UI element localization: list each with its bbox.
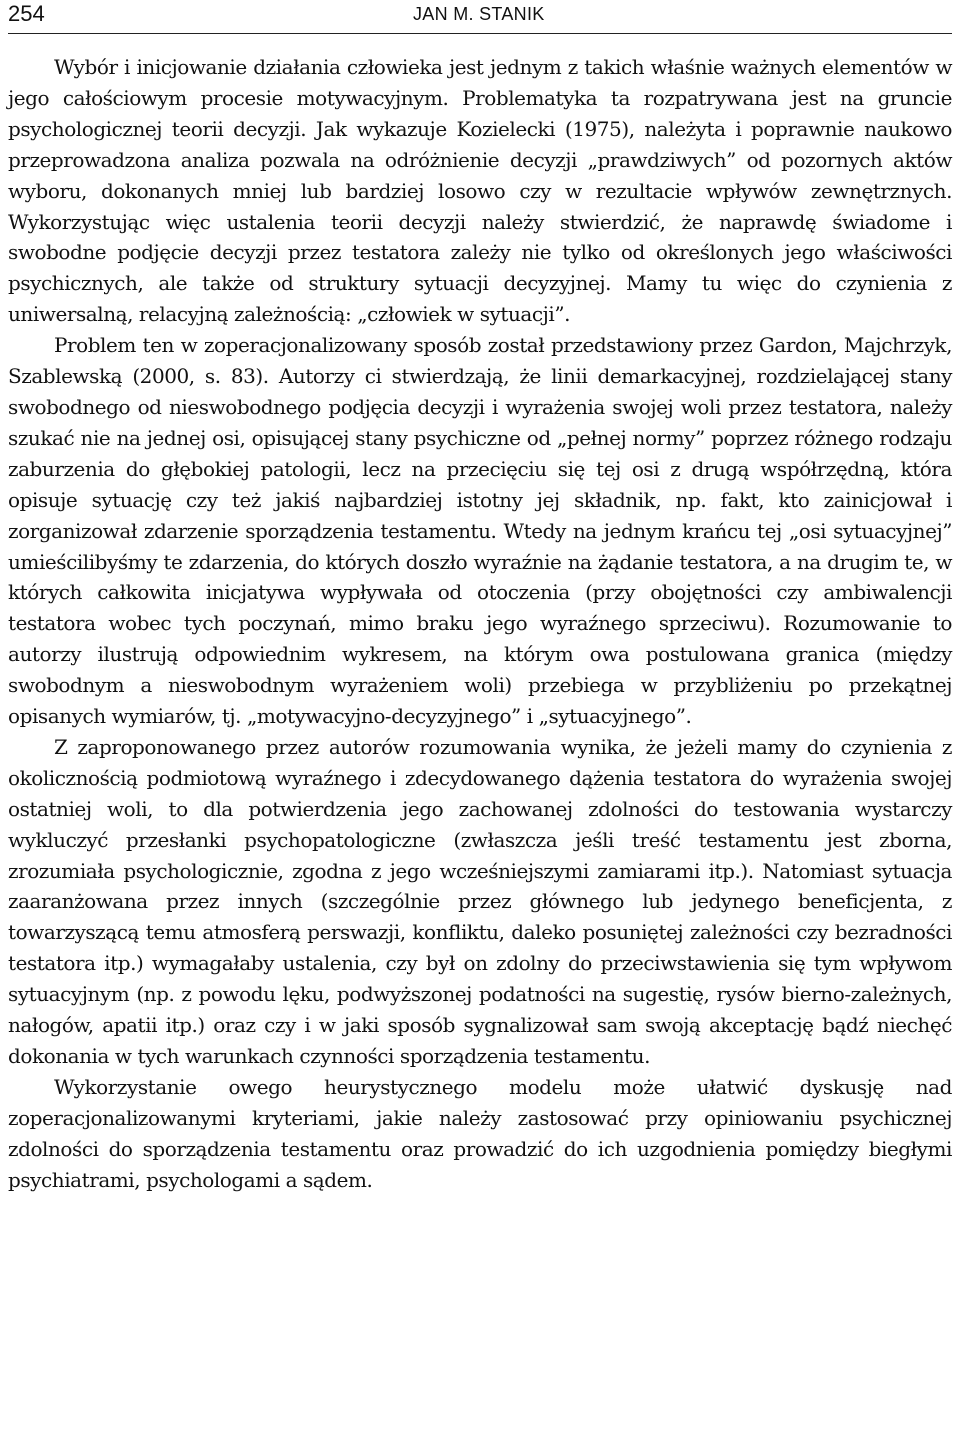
paragraph-decision-theory: Wybór i inicjowanie działania człowieka jest jednym z takich właśnie ważnych elementów w jego całościowym procesie motywacyjnym. Problematyka ta rozpatrywana jest na gruncie psychologicznej teorii decyzji. Jak wykazuje Kozielecki (1975), należyta i poprawnie naukowo przeprowadzona analiza pozwala na odróżnienie decyzji „prawdziwych” od pozornych aktów wyboru, dokonanych mniej lub bardziej losowo czy w rezultacie wpływów zewnętrznych. Wykorzystując więc ustalenia teorii decyzji należy stwierdzić, że naprawdę świadome i swobodne podjęcie decyzji przez testatora zależy nie tylko od określonych jego właściwości psychicznych, ale także od struktury sytuacji decyzyjnej. Mamy tu więc do czynienia z uniwersalną, relacyjną zależnością: „człowiek w sytuacji”.: [8, 55, 952, 327]
body-text: [8, 52, 952, 1196]
running-title: JAN M. STANIK: [413, 4, 545, 24]
running-head: [8, 0, 952, 34]
page-number: 254: [8, 1, 45, 26]
paragraph-demarcation-line: Problem ten w zoperacjonalizowany sposób został przedstawiony przez Gardon, Majchrzyk, Szablewską (2000, s. 83). Autorzy ci stwierdzają, że linii demarkacyjnej, rozdzielającej stany swobodnego od nieswobodnego podjęcia decyzji i wyrażenia swojej woli przez testatora, należy szukać nie na jednej osi, opisującej stany psychiczne od „pełnej normy” poprzez różnego rodzaju zaburzenia do głębokiej patologii, lecz na przecięciu się tej osi z drugą współrzędną, która opisuje sytuację czy też jakiś najbardziej istotny jej składnik, np. fakt, kto zainicjował i zorganizował zdarzenie sporządzenia testamentu. Wtedy na jednym krańcu tej „osi sytuacyjnej” umieścilibyśmy te zdarzenia, do których doszło wyraźnie na żądanie testatora, a na drugim te, w których całkowita inicjatywa wypływała od otoczenia (przy obojętności czy ambiwalencji testatora wobec tych poczynań, mimo braku jego wyraźnego sprzeciwu). Rozumowanie to autorzy ilustrują odpowiednim wykresem, na którym owa postulowana granica (między swobodnym a nieswobodnym wyrażeniem woli) przebiega w przybliżeniu po przekątnej opisanych wymiarów, tj. „motywacyjno-decyzyjnego” i „sytuacyjnego”.: [8, 333, 952, 729]
paragraph-authors-reasoning: Z zaproponowanego przez autorów rozumowania wynika, że jeżeli mamy do czynienia z okolicznością podmiotową wyraźnego i zdecydowanego dążenia testatora do wyrażenia swojej ostatniej woli, to dla potwierdzenia jego zachowanej zdolności do testowania wystarczy wykluczyć przesłanki psychopatologiczne (zwłaszcza jeśli treść testamentu jest zborna, zrozumiała psychologicznie, zgodna z jego wcześniejszymi zamiarami itp.). Natomiast sytuacja zaaranżowana przez innych (szczególnie przez głównego lub jedynego beneficjenta, z towarzyszącą temu atmosferą perswazji, konfliktu, daleko posuniętej zależności czy bezradności testatora itp.) wymagałaby ustalenia, czy był on zdolny do przeciwstawienia się tym wpływom sytuacyjnym (np. z powodu lęku, podwyższonej podatności na sugestię, rysów bierno-zależnych, nałogów, apatii itp.) oraz czy i w jaki sposób sygnalizował sam swoją akceptację bądź niechęć dokonania w tych warunkach czynności sporządzenia testamentu.: [8, 734, 952, 1068]
paragraph-heuristic-model: Wykorzystanie owego heurystycznego modelu może ułatwić dyskusję nad zoperacjonalizowanymi kryteriami, jakie należy zastosować przy opiniowaniu psychicznej zdolności do sporządzenia testamentu oraz prowadzić do ich uzgodnienia pomiędzy biegłymi psychiatrami, psychologami a sądem.: [8, 1074, 952, 1192]
